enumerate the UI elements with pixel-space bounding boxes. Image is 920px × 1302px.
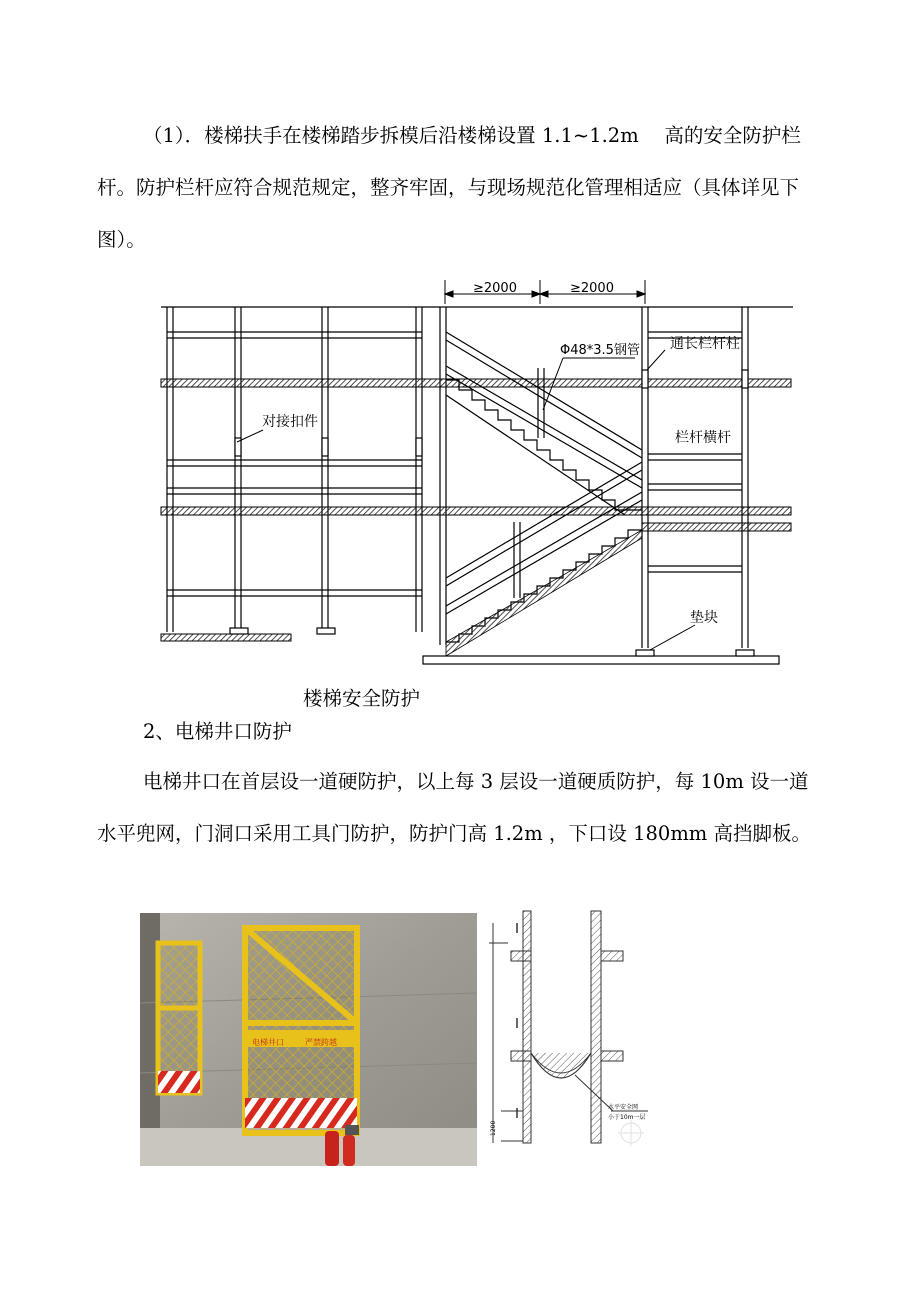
rail-label: 栏杆横杆 bbox=[675, 430, 731, 446]
net-label-1: 水平安全网 bbox=[608, 1104, 639, 1111]
section-heading-elevator: 2、电梯井口防护 bbox=[143, 720, 292, 743]
left-posts bbox=[167, 307, 446, 645]
paragraph-elevator: 电梯井口在首层设一道硬防护，以上每 3 层设一道硬质防护，每 10m 设一道水平兜网，门洞口采用工具门防护，防护门高 1.2m ，下口设 180mm 高挡脚板。 bbox=[97, 770, 811, 845]
paragraph-stair-railing: （1）．楼梯扶手在楼梯踏步拆模后沿楼梯设置 1.1~1.2m 高的安全防护栏杆。防护栏杆应符合规范规定，整齐牢固，与现场规范化管理相适应（具体详见下图）。 bbox=[97, 124, 801, 251]
elevator-gate-photo bbox=[140, 913, 477, 1166]
shaft-dim-label: 1200 bbox=[490, 1120, 497, 1136]
pipe-label: Φ48*3.5钢管 bbox=[560, 343, 640, 358]
net-label-2: 小于10m一层 bbox=[608, 1114, 646, 1121]
stair-caption: 楼梯安全防护 bbox=[303, 687, 421, 710]
block-label: 垫块 bbox=[690, 610, 718, 626]
dim-right-label: ≥2000 bbox=[570, 281, 614, 296]
elevator-shaft-section bbox=[483, 903, 663, 1165]
coupler-label: 对接扣件 bbox=[262, 414, 318, 430]
stair-railing-diagram bbox=[155, 270, 795, 670]
gate-sign-right: 严禁跨越 bbox=[305, 1038, 337, 1047]
dim-left-label: ≥2000 bbox=[473, 281, 517, 296]
gate-sign-left: 电梯井口 bbox=[252, 1038, 284, 1047]
post-label: 通长栏杆柱 bbox=[670, 336, 740, 352]
